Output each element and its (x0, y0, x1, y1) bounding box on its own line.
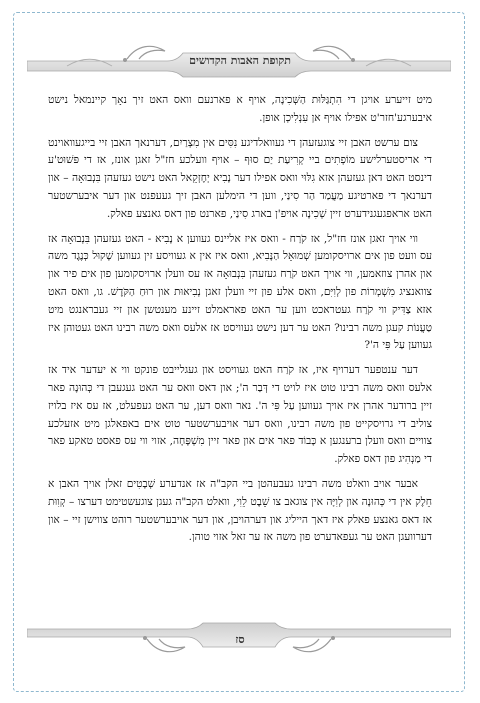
paragraph: מיט זייערע אויגן די הִתְגַּלּוּת הַשְּׁכִינָה, אויף א פארנעם וואס האט זיך נאָך קיינמאל נישט איבערגע'חזר'ט אפילו אויף אן עִנְלִיכְן אופן. (48, 94, 432, 124)
page-title: תקופת האבות הקדושים (189, 54, 291, 67)
document-body (48, 92, 432, 554)
page-number: סז (235, 633, 245, 646)
paragraph: אבער אויב וואלט משה רבינו געבעהטן ביי הקב"ה אז אנדערע שְׁבָטִים זאלן אויך האבן א חֵלֶק אין די כְּהוּנָה און לְוִיָּה אין צוגאב צו שֵׁבֶט לֵוִי, וואלט הקב"ה געגן צוגעשטימט דערצו – קְוִוּת אז דאס גאנצע פאלק איז דאך הייליג און דערהויבן, און דער אויבערשטער רוהט צווישן זיי – און דערוועגן האט ער געפאדערט פון משה אז ער זאל אזוי טוהן. (48, 477, 432, 544)
paragraph: צום ערשט האבן זיי צוגעזעהן די געוואלדיגע נִסִּים אין מִצְרַיִם, דערנאך האבן זיי בייגעוואוינט די אריסטערלישע מוֹפְתִים ביי קְרִיעַת יַם סוּף – אויף וועלכע חז"ל זאגן אונז, אז די פּשׁוּט'ע דינסט האט דאן געזעהן אזא גִלּוּי וואס אפילו דער נָבִיא יְחֶזְקֵאל האט נישט געזעהן בִּנְבוּאָה – און דערנאך די פארטיגע מַעֲמַד הַר סִינַי, ווען די הימלען האבן זיך געעפנט און דער איבערשטער האט אראפגעגנידערט זיין שְׁכִינָה אויפ'ן בארג סִינַי, פארנט פון דאס גאנצע פאלק. (48, 136, 432, 220)
paragraph: ווי אויך זאגן אונז חז"ל, אז קֹרַח - וואס איז אליינס געווען א נָבִיא - האט געזעהן בִּנְבוּאָה אז עס וועט פון אים ארויסקומען שְׁמוּאֵל הַנָּבִיא, וואס איז אין א געוויסע זין געווען שָׁקוּל כְּנֶגֶד משה און אהרן צוזאמען, ווי אויך האט קֹרַח געזעהן בִּנְבוּאָה אז עס וועלן ארויסקומען פון אים פיר און צוואנציג מִשְׁמְרוֹת פון לְוִיִּם, וואס אלע פון זיי וועלן זאגן נְבִיאוּת און רוּחַ הַקֹּדֶשׁ. גו, וואס האט אזא צַדִּיק ווי קֹרַח געטראכט ווען ער האט פאראמלט זיינע מענטשן און זיי געבראנגט מיט טַעֲנוֹת קעגן משה רבינו? האט ער דען נישט געוויסט אז אלעס וואס משה רבינו האט געטוהן איז געווען עַל פִּי ה'? (48, 232, 432, 352)
paragraph: דער ענטפער דערויף איז, אז קֹרַח האט געוויסט און געגלייבט פונקט ווי א יעדער איד אז אלעס וואס משה רבינו טוט איז לויט די דְּבַר ה'; און דאס וואס ער האט געגעבן די כְּהוּנָה פאר זיין ברודער אהרן איז אויך געווען עַל פִּי ה'. נאר וואס דען, ער האט געפעלט, אז עס איז בלויז צוליב די גרויסקייט פון משה רבינו, וואס דער אויבערשטער טוט אים באפאלגן מיט אזעלכע צוויים וואס וועלן ברענגען א כָּבוֹד פאר אים און פאר זיין מִשְׁפָּחָה, אזוי ווי עס פאסט טאקע פאר די מַנְהִיג פון דאס פאלק. (48, 364, 432, 466)
